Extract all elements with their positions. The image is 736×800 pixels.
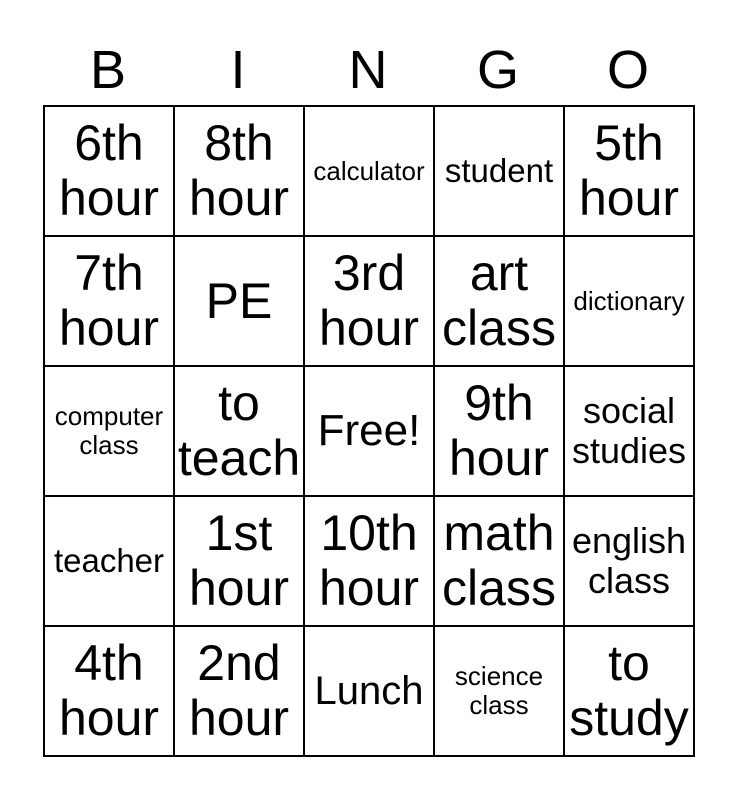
bingo-cell[interactable]: english class bbox=[564, 496, 694, 626]
bingo-cell[interactable]: 6th hour bbox=[44, 106, 174, 236]
bingo-cell[interactable]: science class bbox=[434, 626, 564, 756]
bingo-cell[interactable]: dictionary bbox=[564, 236, 694, 366]
bingo-cell[interactable]: calculator bbox=[304, 106, 434, 236]
bingo-cell[interactable]: 5th hour bbox=[564, 106, 694, 236]
bingo-cell-free[interactable]: Free! bbox=[304, 366, 434, 496]
bingo-header-letter: O bbox=[606, 40, 649, 100]
bingo-cell[interactable]: 8th hour bbox=[174, 106, 304, 236]
bingo-cell[interactable]: 9th hour bbox=[434, 366, 564, 496]
bingo-cell[interactable]: 2nd hour bbox=[174, 626, 304, 756]
bingo-cell[interactable]: social studies bbox=[564, 366, 694, 496]
bingo-cell[interactable]: art class bbox=[434, 236, 564, 366]
bingo-cell[interactable]: computer class bbox=[44, 366, 174, 496]
bingo-cell[interactable]: PE bbox=[174, 236, 304, 366]
bingo-cell[interactable]: math class bbox=[434, 496, 564, 626]
bingo-header bbox=[43, 40, 695, 100]
bingo-header-letter: B bbox=[89, 40, 127, 100]
bingo-grid bbox=[43, 105, 695, 757]
bingo-cell[interactable]: 1st hour bbox=[174, 496, 304, 626]
bingo-cell[interactable]: 7th hour bbox=[44, 236, 174, 366]
bingo-header-letter: I bbox=[230, 40, 246, 100]
bingo-cell[interactable]: to study bbox=[564, 626, 694, 756]
bingo-cell[interactable]: 10th hour bbox=[304, 496, 434, 626]
bingo-cell[interactable]: teacher bbox=[44, 496, 174, 626]
bingo-cell[interactable]: 4th hour bbox=[44, 626, 174, 756]
bingo-cell[interactable]: student bbox=[434, 106, 564, 236]
bingo-cell[interactable]: Lunch bbox=[304, 626, 434, 756]
bingo-header-letter: N bbox=[348, 40, 388, 100]
bingo-cell[interactable]: to teach bbox=[174, 366, 304, 496]
bingo-header-letter: G bbox=[476, 40, 519, 100]
bingo-cell[interactable]: 3rd hour bbox=[304, 236, 434, 366]
